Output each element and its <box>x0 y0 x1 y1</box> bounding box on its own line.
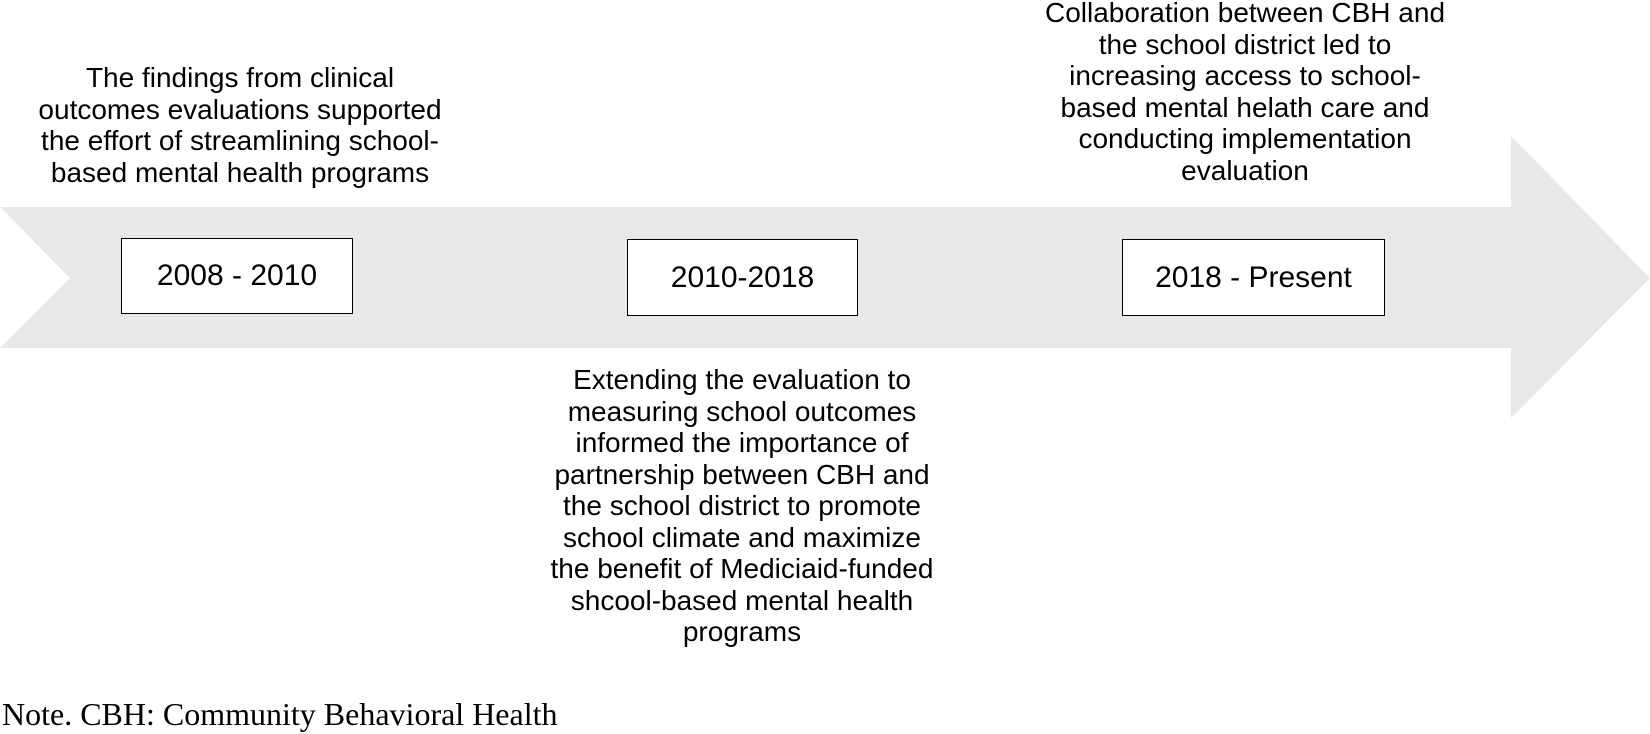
period-3-label: 2018 - Present <box>1155 260 1352 294</box>
period-1-label: 2008 - 2010 <box>156 259 318 292</box>
period-3-description: Collaboration between CBH and the school district led to increasing access to school- based mental helath care and conducting implementation evaluation <box>1044 0 1446 186</box>
period-3-box <box>1122 239 1385 316</box>
period-2-label: 2010-2018 <box>670 260 815 294</box>
period-2-description: Extending the evaluation to measuring school outcomes informed the importance of partnership between CBH and the school district to promote school climate and maximize the benefit of Mediciaid-funded shcool-based mental health programs <box>550 364 934 647</box>
period-2-box <box>627 239 858 316</box>
figure-note: Note. CBH: Community Behavioral Health <box>2 696 558 732</box>
period-1-box <box>121 238 353 314</box>
period-1-description: The findings from clinical outcomes evaluations supported the effort of streamlining school- based mental health programs <box>38 62 442 188</box>
